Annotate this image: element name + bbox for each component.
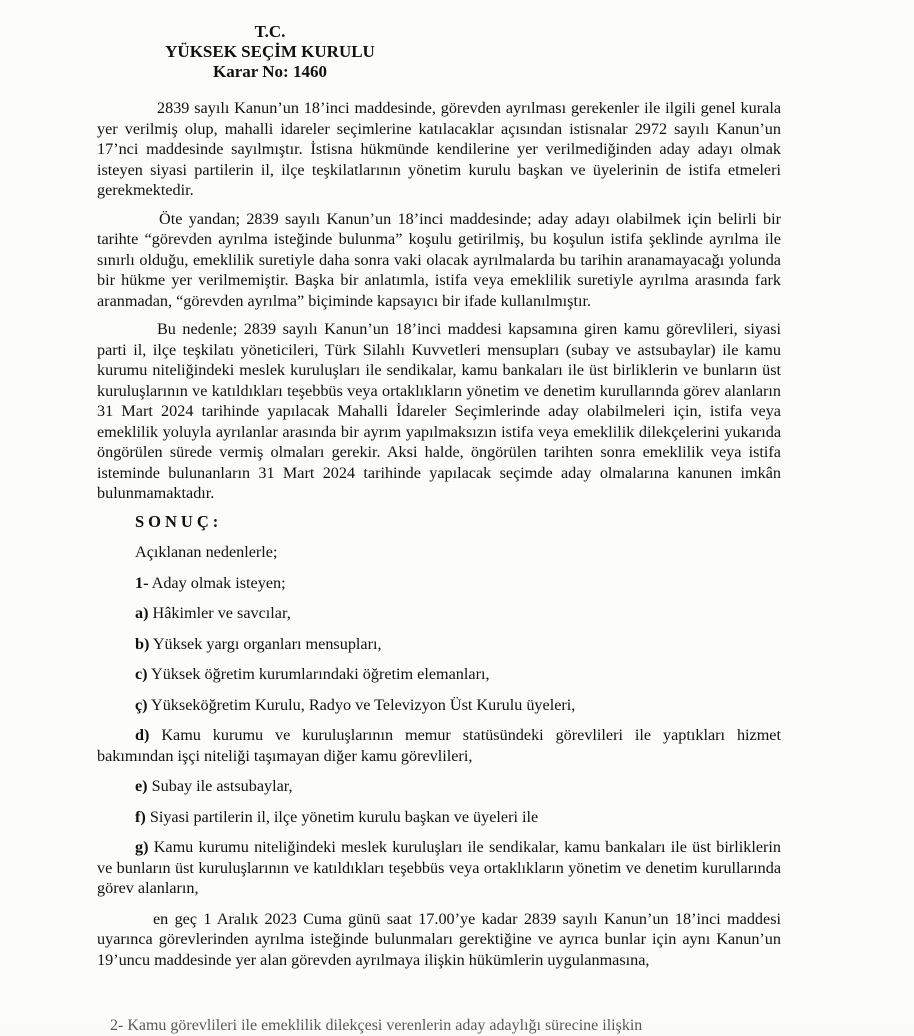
item-f-mark: f) <box>135 807 146 826</box>
paragraph-3: Bu nedenle; 2839 sayılı Kanun’un 18’inci maddesi kapsamına giren kamu görevlileri, siyasi parti il, ilçe teşkilatı yöneticileri, Türk Silahlı Kuvvetleri mensupları (subay ve astsubaylar) ile kamu kurumu niteliğindeki meslek kuruluşları ile sendikalar, kamu bankaları ile üst birliklerin ve bunların üst kuruluşlarının ve katıldıkları teşebbüs veya ortaklıkların yönetim ve denetim kurullarında görev alanların 31 Mart 2024 tarihinde yapılacak Mahalli İdareler Seçimlerinde aday olabilmeleri için, istifa veya emeklilik yoluyla ayrılanlar arasında bir ayrım yapılmaksızın istifa veya emeklilik dilekçelerini yukarıda öngörülen sürede vermiş olmaları gerekir. Aksi halde, öngörülen tarihten sonra emeklilik veya istifa isteminde bulunanların 31 Mart 2024 tarihinde yapılacak seçimde aday olmalarına kanunen imkân bulunmamaktadır. <box>97 320 781 502</box>
item-1-text: Aday olmak isteyen; <box>148 573 286 592</box>
item-f-text: Siyasi partilerin il, ilçe yönetim kurulu başkan ve üyeleri ile <box>145 807 539 826</box>
item-1-mark: 1- <box>135 573 149 592</box>
item-a <box>97 603 781 624</box>
item-e <box>97 776 781 797</box>
item-d-mark: d) <box>135 726 150 744</box>
sonuc-heading: SONUÇ: <box>135 511 223 531</box>
item-a-text: Hâkimler ve savcılar, <box>148 604 291 622</box>
item-c-text: Yüksek öğretim kurumlarındaki öğretim elemanları, <box>147 665 490 683</box>
document-header <box>150 22 390 82</box>
document-body <box>97 98 781 970</box>
item-b <box>97 634 781 655</box>
final-paragraph: en geç 1 Aralık 2023 Cuma günü saat 17.00’ye kadar 2839 sayılı Kanun’un 18’inci maddesi uyarınca görevlerinden ayrılma isteğinde bulunmaları gerektiğine ve ayrıca bunlar için aynı Kanun’un 19’uncu maddesinde yer alan görevden ayrılmaya ilişkin hükümlerin uygulanmasına, <box>97 909 781 969</box>
item-d-text: Kamu kurumu ve kuruluşlarının memur statüsündeki görevlileri ile yaptıkları hizmet bakımından işçi niteliği taşımayan diğer kamu görevlileri, <box>97 726 781 765</box>
cutoff-line: 2- Kamu görevlileri ile emeklilik dilekçesi verenlerin aday adaylığı sürecine ilişkin <box>110 1017 643 1034</box>
item-c <box>97 664 781 685</box>
header-decision-number: Karar No: 1460 <box>213 62 327 81</box>
item-f <box>97 807 781 828</box>
sonuc-intro: Açıklanan nedenlerle; <box>135 543 278 561</box>
paragraph-1: 2839 sayılı Kanun’un 18’inci maddesinde, görevden ayrılması gerekenler ile ilgili genel kurala yer verilmiş olup, mahalli idareler seçimlerine katılacaklar açısından istisnalar 2972 sayılı Kanun’un 17’nci maddesinde sayılmıştır. İstisna hükmünde kendilerine yer verilmediğinden aday adayı olmak isteyen siyasi partilerin il, ilçe teşkilatlarının yönetim kurulu başkan ve üyelerinin de istifa etmeleri gerekmektedir. <box>97 99 781 199</box>
item-g-mark: g) <box>135 838 149 856</box>
header-tc: T.C. <box>254 22 286 41</box>
header-institution: YÜKSEK SEÇİM KURULU <box>165 42 375 61</box>
item-d <box>97 725 781 766</box>
paragraph-2: Öte yandan; 2839 sayılı Kanun’un 18’inci maddesinde; aday adayı olabilmek için belirli bir tarihte “görevden ayrılma isteğinde bulunma” koşulu getirilmiş, bu koşulun istifa şeklinde ayrılma ile sınırlı olduğu, emeklilik suretiyle daha sonra vaki olacak ayrılmalarda bu tarihin aranamayacağı yolunda bir hükme yer verilmemiştir. Başka bir anlatımla, istifa veya emeklilik suretiyle ayrılma arasında fark aranmadan, “görevden ayrılma” biçiminde kapsayıcı bir ifade kullanılmıştır. <box>97 209 781 310</box>
item-b-mark: b) <box>135 634 150 653</box>
item-e-mark: e) <box>135 777 148 795</box>
item-1 <box>97 573 781 594</box>
item-g <box>97 837 781 899</box>
item-e-text: Subay ile astsubaylar, <box>147 777 293 795</box>
item-c-mark: c) <box>135 665 148 683</box>
item-cc-text: Yükseköğretim Kurulu, Radyo ve Televizyon Üst Kurulu üyeleri, <box>147 695 576 714</box>
item-g-text: Kamu kurumu niteliğindeki meslek kuruluşları ile sendikalar, kamu bankaları ile üst birliklerin ve bunların üst kuruluşlarının ve katıldıkları teşebbüs veya ortaklıkların yönetim ve denetim kurullarında görev alanların, <box>97 838 781 897</box>
item-cc-mark: ç) <box>135 695 148 714</box>
item-a-mark: a) <box>135 604 149 622</box>
item-cc <box>97 695 781 716</box>
item-b-text: Yüksek yargı organları mensupları, <box>149 634 382 653</box>
